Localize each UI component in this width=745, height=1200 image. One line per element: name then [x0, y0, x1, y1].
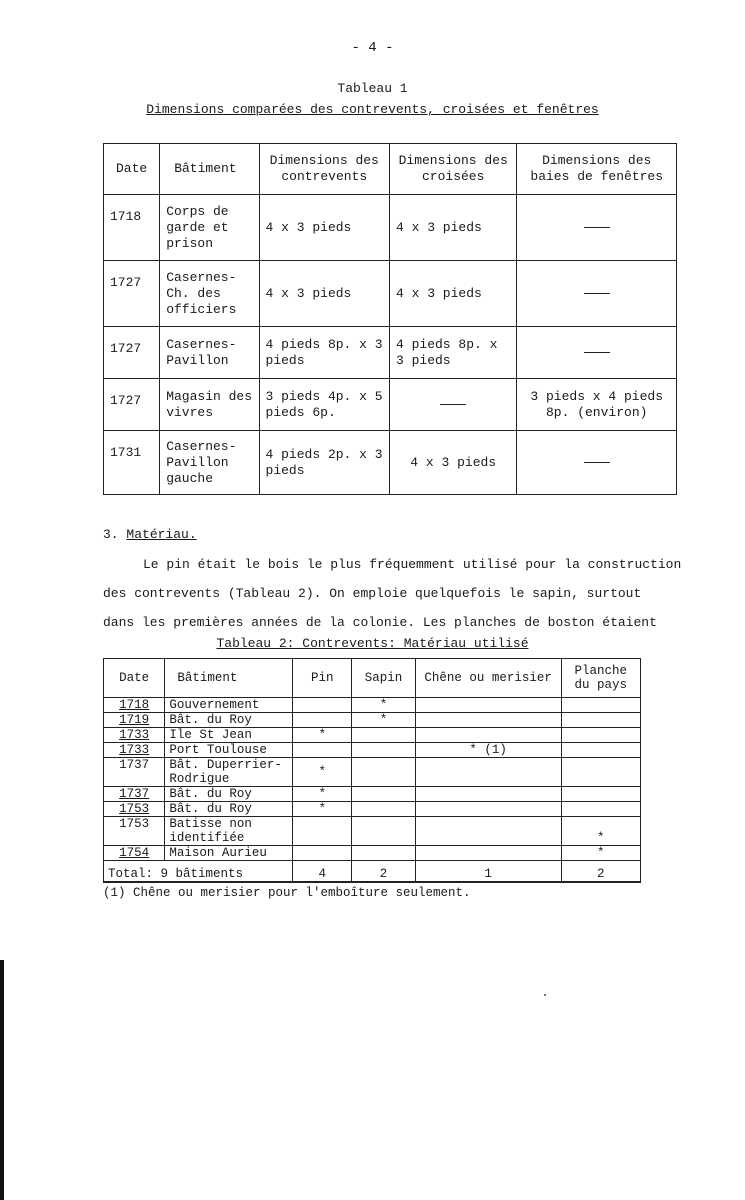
table2-header-date: Date — [104, 659, 165, 698]
table2-cell-sapin — [352, 846, 415, 861]
table2-cell-pin — [293, 713, 352, 728]
table2-cell-chene — [415, 698, 561, 713]
table2-cell-date: 1737 — [104, 787, 165, 802]
table2-header-sapin: Sapin — [352, 659, 415, 698]
table-row — [104, 379, 677, 431]
table2 — [103, 658, 641, 883]
table2-cell-batiment: Bât. Duperrier-Rodrigue — [165, 758, 293, 787]
table1-cell-baies: 3 pieds x 4 pieds 8p. (environ) — [517, 379, 677, 431]
paragraph-line: des contrevents (Tableau 2). On emploie quelquefois le sapin, surtout — [103, 586, 642, 601]
table1-cell-batiment: Magasin des vivres — [160, 379, 259, 431]
table2-cell-chene — [415, 802, 561, 817]
table2-cell-pin: * — [293, 728, 352, 743]
table2-cell-sapin — [352, 743, 415, 758]
table-row — [104, 758, 641, 787]
table2-cell-sapin — [352, 817, 415, 846]
table1-cell-baies — [517, 327, 677, 379]
table-row — [104, 743, 641, 758]
table1-cell-date: 1727 — [104, 379, 160, 431]
table2-total-row — [104, 861, 641, 883]
table1-cell-baies — [517, 195, 677, 261]
paragraph-line: Le pin était le bois le plus fréquemment utilisé pour la construction — [143, 557, 682, 572]
table2-cell-planche — [561, 802, 640, 817]
table1-cell-contrevents: 4 pieds 2p. x 3 pieds — [259, 431, 389, 495]
table1-header-croisees: Dimensions des croisées — [389, 144, 516, 195]
table2-cell-date: 1753 — [104, 817, 165, 846]
table1-cell-contrevents: 4 x 3 pieds — [259, 195, 389, 261]
table2-cell-planche: * — [561, 817, 640, 846]
table2-cell-batiment: Port Toulouse — [165, 743, 293, 758]
table2-title: Tableau 2: Contrevents: Matériau utilisé — [216, 636, 529, 651]
table2-cell-planche — [561, 758, 640, 787]
table2-cell-sapin: * — [352, 698, 415, 713]
table1-cell-croisees: 4 x 3 pieds — [389, 195, 516, 261]
table1-cell-date: 1727 — [104, 327, 160, 379]
table2-cell-planche — [561, 698, 640, 713]
table2-cell-chene — [415, 713, 561, 728]
table-row — [104, 846, 641, 861]
table-row — [104, 327, 677, 379]
table-row — [104, 698, 641, 713]
table2-cell-batiment: Bât. du Roy — [165, 802, 293, 817]
table2-cell-pin: * — [293, 802, 352, 817]
table1-cell-date: 1731 — [104, 431, 160, 495]
table2-header-planche: Planche du pays — [561, 659, 640, 698]
dash-mark — [584, 293, 610, 294]
table1-cell-croisees — [389, 379, 516, 431]
table2-cell-planche — [561, 787, 640, 802]
table-row — [104, 431, 677, 495]
table1-cell-batiment: Casernes-Pavillon — [160, 327, 259, 379]
table2-total-label: Total: 9 bâtiments — [104, 861, 293, 883]
table1-cell-baies — [517, 261, 677, 327]
table-row — [104, 817, 641, 846]
table-row — [104, 787, 641, 802]
dash-mark — [584, 462, 610, 463]
table1-header-contrevents: Dimensions des contrevents — [259, 144, 389, 195]
table2-cell-planche — [561, 728, 640, 743]
table2-total-sapin: 2 — [352, 861, 415, 883]
table-row — [104, 261, 677, 327]
table1-header-batiment: Bâtiment — [160, 144, 259, 195]
table2-cell-batiment: Gouvernement — [165, 698, 293, 713]
table2-cell-batiment: Bât. du Roy — [165, 713, 293, 728]
table2-cell-batiment: Ile St Jean — [165, 728, 293, 743]
table2-cell-planche — [561, 713, 640, 728]
table2-cell-sapin — [352, 758, 415, 787]
page-number: - 4 - — [351, 40, 394, 56]
dash-mark — [440, 404, 466, 405]
table2-cell-date: 1754 — [104, 846, 165, 861]
table2-cell-chene — [415, 758, 561, 787]
table2-total-pin: 4 — [293, 861, 352, 883]
table2-total-planche: 2 — [561, 861, 640, 883]
table2-header-row — [104, 659, 641, 698]
table2-cell-sapin: * — [352, 713, 415, 728]
table2-cell-date: 1733 — [104, 728, 165, 743]
table1-cell-croisees: 4 pieds 8p. x 3 pieds — [389, 327, 516, 379]
dash-mark — [584, 352, 610, 353]
table2-cell-date: 1718 — [104, 698, 165, 713]
table1-cell-date: 1718 — [104, 195, 160, 261]
table1-cell-date: 1727 — [104, 261, 160, 327]
table2-cell-batiment: Maison Aurieu — [165, 846, 293, 861]
table2-cell-chene — [415, 817, 561, 846]
table2-cell-sapin — [352, 802, 415, 817]
table2-total-chene: 1 — [415, 861, 561, 883]
table2-cell-date: 1753 — [104, 802, 165, 817]
table1-header-row — [104, 144, 677, 195]
table2-header-batiment: Bâtiment — [165, 659, 293, 698]
table-row — [104, 195, 677, 261]
table-row — [104, 802, 641, 817]
table1-cell-contrevents: 4 pieds 8p. x 3 pieds — [259, 327, 389, 379]
table2-cell-planche — [561, 743, 640, 758]
table1-cell-batiment: Corps de garde et prison — [160, 195, 259, 261]
table2-cell-sapin — [352, 787, 415, 802]
table2-cell-date: 1719 — [104, 713, 165, 728]
dash-mark — [584, 227, 610, 228]
table1-cell-croisees: 4 x 3 pieds — [389, 431, 516, 495]
table2-cell-date: 1737 — [104, 758, 165, 787]
table2-cell-pin — [293, 817, 352, 846]
table1-cell-croisees: 4 x 3 pieds — [389, 261, 516, 327]
table2-cell-pin — [293, 698, 352, 713]
table-row — [104, 713, 641, 728]
table2-cell-pin: * — [293, 787, 352, 802]
table1-header-date: Date — [104, 144, 160, 195]
table1-header-baies: Dimensions des baies de fenêtres — [517, 144, 677, 195]
section-heading — [103, 527, 197, 542]
table2-cell-batiment: Bât. du Roy — [165, 787, 293, 802]
table2-footnote: (1) Chêne ou merisier pour l'emboîture seulement. — [103, 886, 471, 900]
scan-speck — [544, 994, 546, 996]
table1-cell-baies — [517, 431, 677, 495]
table-row — [104, 728, 641, 743]
table1 — [103, 143, 677, 495]
table2-cell-pin — [293, 846, 352, 861]
table2-heading — [0, 636, 745, 651]
paragraph-line: dans les premières années de la colonie. Les planches de boston étaient — [103, 615, 657, 630]
table1-cell-contrevents: 3 pieds 4p. x 5 pieds 6p. — [259, 379, 389, 431]
table2-header-pin: Pin — [293, 659, 352, 698]
table2-cell-chene — [415, 728, 561, 743]
section-title: Matériau. — [126, 527, 197, 542]
section-number: 3. — [103, 527, 119, 542]
table2-cell-date: 1733 — [104, 743, 165, 758]
table1-cell-contrevents: 4 x 3 pieds — [259, 261, 389, 327]
table2-cell-chene — [415, 787, 561, 802]
table2-header-chene: Chêne ou merisier — [415, 659, 561, 698]
table1-title: Tableau 1 — [337, 81, 408, 96]
table2-cell-batiment: Batisse non identifiée — [165, 817, 293, 846]
table1-cell-batiment: Casernes-Pavillon gauche — [160, 431, 259, 495]
table2-cell-pin — [293, 743, 352, 758]
table1-heading — [0, 78, 745, 120]
table1-subtitle: Dimensions comparées des contrevents, croisées et fenêtres — [146, 102, 599, 117]
table1-cell-batiment: Casernes-Ch. des officiers — [160, 261, 259, 327]
table2-cell-sapin — [352, 728, 415, 743]
table2-cell-chene — [415, 846, 561, 861]
table2-cell-planche: * — [561, 846, 640, 861]
scan-margin-bar — [0, 960, 4, 1200]
table2-cell-chene: * (1) — [415, 743, 561, 758]
table2-cell-pin: * — [293, 758, 352, 787]
